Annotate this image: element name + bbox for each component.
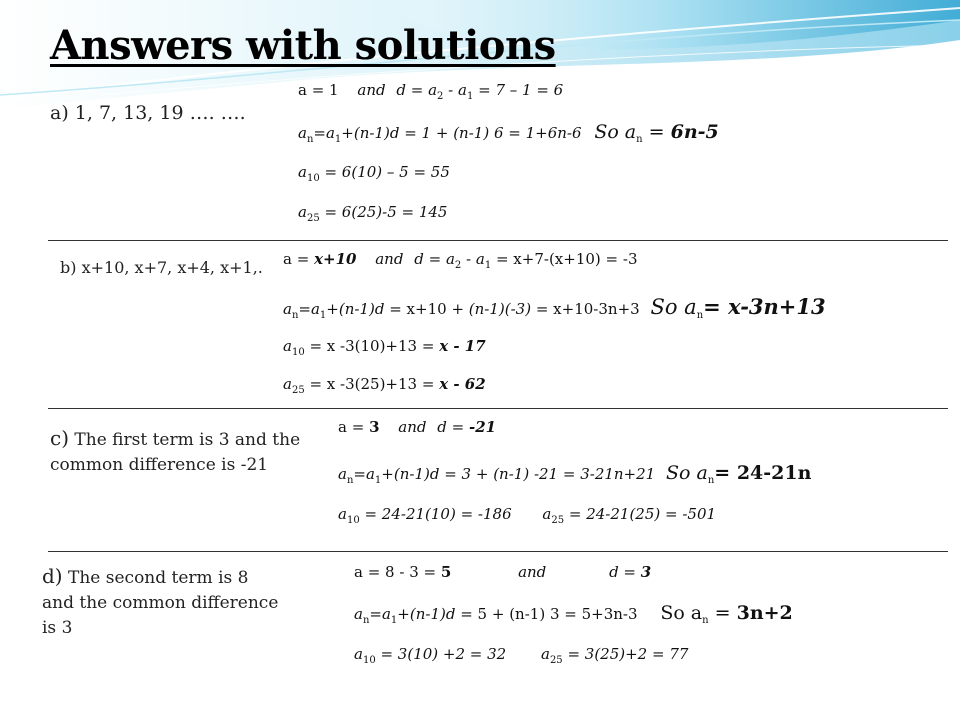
b-general-term-answer: = x-3n+13 xyxy=(703,294,826,319)
c-general-term-answer: = 24-21n xyxy=(714,462,812,484)
a-line-4: $a_{25} = 6(25)-5 = 145$ xyxy=(298,203,448,224)
divider-b-c xyxy=(48,408,948,409)
question-a-letter: a) xyxy=(50,102,69,124)
question-b-letter: b) xyxy=(60,258,77,277)
question-d-text: The second term is 8 and the common difference is 3 xyxy=(42,568,279,638)
c-line-1: a = 3 and d = -21 xyxy=(338,418,497,436)
d-line-3: $a_{10} = 3(10) +2 = 32$ $a_{25} = 3(25)+2 = 77$ xyxy=(354,645,689,666)
b-line-1: a = x+10 and $d = a_2 - a_1 = x+7-(x+10) = -3$ xyxy=(283,250,638,271)
d-line-1: a = 8 - 3 = 5 and d = 3 xyxy=(354,563,652,581)
b-line-3: $a_{10} = x$ -3(10)+13 = x - 17 xyxy=(283,337,486,358)
divider-a-b xyxy=(48,240,948,241)
question-b-label xyxy=(60,256,263,279)
page-title: Answers with solutions xyxy=(50,22,556,69)
a-line-1: a = 1 and $d = a_2 - a_1 = 7 - 1 = 6$ xyxy=(298,81,564,102)
question-c-label xyxy=(50,424,325,478)
b-line-2: $a_n=a_1+(n-1)d = x+10 + (n-1)(-3) = x+10-3n+3$ So $a_n= x-3n+13$ xyxy=(283,294,826,321)
b-line-4: $a_{25} = x$ -3(25)+13 = x - 62 xyxy=(283,375,486,396)
a-line-3: $a_{10} = 6(10) - 5 = 55$ xyxy=(298,163,450,184)
question-a-text: 1, 7, 13, 19 …. …. xyxy=(74,102,246,124)
c-line-2: $a_n=a_1+(n-1)d = 3 + (n-1) -21 = 3-21n+21$ So $a_n= 24-21n$ xyxy=(338,462,812,486)
question-d-label xyxy=(42,562,282,640)
d-line-2: $a_n=a_1+(n-1)d = 5 + (n-1) 3 = 5+3n-3$ So $a_n = 3n+2$ xyxy=(354,602,793,626)
question-a-label xyxy=(50,100,246,128)
c-line-3: $a_{10} = 24-21(10) = -186$ $a_{25} = 24-21(25) = -501$ xyxy=(338,505,717,526)
a-general-term-answer: 6n-5 xyxy=(670,121,719,143)
question-c-text: The first term is 3 and the common difference is -21 xyxy=(50,430,301,475)
a-line-2: $a_n=a_1+(n-1)d = 1 + (n-1) 6 = 1+6n-6$ So $a_n = 6n-5$ xyxy=(298,121,719,145)
d-general-term-answer: 3n+2 xyxy=(736,602,793,624)
question-c-letter: c) xyxy=(50,426,70,450)
question-b-text: x+10, x+7, x+4, x+1,. xyxy=(81,258,263,277)
divider-c-d xyxy=(48,551,948,552)
question-d-letter: d) xyxy=(42,564,63,588)
